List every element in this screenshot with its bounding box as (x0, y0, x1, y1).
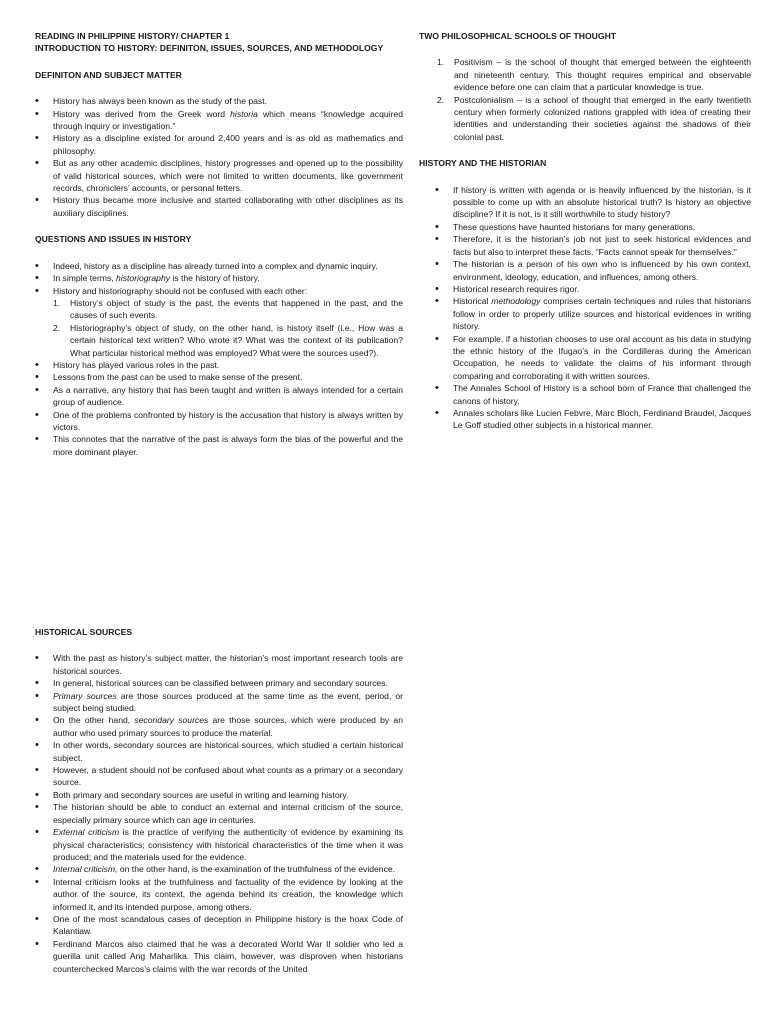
definition-heading: DEFINITON AND SUBJECT MATTER (35, 69, 182, 80)
sources-heading: HISTORICAL SOURCES (35, 627, 133, 637)
list-item: • Primary sources are those sources produced at the same time as the event, period, or subject being studied. (35, 690, 403, 715)
chapter-subtitle: INTRODUCTION TO HISTORY: DEFINITON, ISSUES, SOURCES, AND METHODOLOGY (35, 43, 384, 54)
list-item: 1. Positivism – is the school of thought that emerged between the eighteenth and nineteenth century. This thought requires empirical and observable evidence before one can claim that a particular knowledge is true. (437, 57, 751, 93)
chapter-title: READING IN PHILIPPINE HISTORY/ CHAPTER 1 (35, 31, 230, 41)
sources-list (35, 652, 403, 975)
list-item: • This connotes that the narrative of the past is always form the bias of the powerful and the more dominant player. (35, 433, 403, 458)
list-item: • With the past as history’s subject matter, the historian’s most important research tools are historical sources. (35, 652, 403, 677)
questions-heading: QUESTIONS AND ISSUES IN HISTORY (35, 234, 192, 245)
list-item: • However, a student should not be confused about what counts as a primary or a secondary source. (35, 764, 403, 789)
list-item: • One of the problems confronted by history is the accusation that history is always written by victors. (35, 409, 403, 434)
list-item: • History has played various roles in the past. (35, 359, 403, 371)
list-item: • Historical research requires rigor. (419, 283, 751, 295)
list-item: • External criticism is the practice of verifying the authenticity of evidence by examining its physical characteristics; consistency with historical characteristics of the time when it was produced; and the materials used for the evidence. (35, 826, 403, 863)
list-item: • Therefore, it is the historian’s job not just to seek historical evidences and facts but also to interpret these facts. “Facts cannot speak for themselves.” (419, 233, 751, 258)
list-item: • On the other hand, secondary sources are those sources, which were produced by an author who used primary sources to produce the material. (35, 714, 403, 739)
sub-list (35, 297, 403, 359)
list-item: • Ferdinand Marcos also claimed that he was a decorated World War II soldier who led a guerilla unit called Ang Maharlika. This claim, however, was disproven when historians counterchecked Marcos’s claims with the war records of the United (35, 938, 403, 975)
list-item: • In other words, secondary sources are historical sources, which studied a certain historical subject. (35, 739, 403, 764)
list-item: 2. Postcolonialism – is a school of thought that emerged in the early twentieth century when formerly colonized nations grappled with idea of creating their identities and understanding their societies against the shadows of their colonial past. (437, 94, 751, 142)
list-item: • History and historiography should not be confused with each other: 1. History’s object of study is the past, the events that happened in the past, and the causes of such events. 2. Historiography’s object of study, on the other hand, is history itself (i.e., How was a certain historical text written? Who wrote it? What was the context of its publication? What particular historical method was employed? What were the sources used?). (35, 285, 403, 359)
list-item: • As a narrative, any history that has been taught and written is always intended for a certain group of audience. (35, 384, 403, 409)
list-item: • One of the most scandalous cases of deception in Philippine history is the hoax Code of Kalantiaw. (35, 913, 403, 938)
list-item: • Annales scholars like Lucien Febvre, Marc Bloch, Ferdinand Braudel, Jacques Le Goff studied other subjects in a historical manner. (419, 407, 751, 432)
list-item: • The historian is a person of his own who is influenced by his own context, environment, ideology, education, and influences, among others. (419, 258, 751, 283)
questions-list (35, 260, 403, 459)
right-column (419, 30, 751, 432)
list-item: • Both primary and secondary sources are useful in writing and learning history. (35, 789, 403, 801)
sub-list-item: 2. Historiography’s object of study, on the other hand, is history itself (i.e., How was a certain historical text written? Who wrote it? What was the context of its publication? What particular historical method was employed? What were the sources used?). (53, 322, 403, 358)
list-item: • History has always been known as the study of the past. (35, 95, 403, 107)
definition-list (35, 95, 403, 219)
list-item: • Internal criticism looks at the truthfulness and factuality of the evidence by looking at the author of the source, its context, the agenda behind its creation, the knowledge which informed it, and its intended purpose, among others. (35, 876, 403, 913)
list-item: • These questions have haunted historians for many generations. (419, 221, 751, 233)
sub-list-item: 1. History’s object of study is the past, the events that happened in the past, and the causes of such events. (53, 297, 403, 321)
list-item: • Indeed, history as a discipline has already turned into a complex and dynamic inquiry. (35, 260, 403, 272)
schools-heading: TWO PHILOSOPHICAL SCHOOLS OF THOUGHT (419, 31, 617, 41)
list-item: • Historical methodology comprises certain techniques and rules that historians follow in order to properly utilize sources and historical evidences in writing history. (419, 295, 751, 332)
list-item: • In general, historical sources can be classified between primary and secondary sources. (35, 677, 403, 689)
list-item: • But as any other academic disciplines, history progresses and opened up to the possibility of valid historical sources, which were not limited to written documents, like government records, chroniclers’ accounts, or personal letters. (35, 157, 403, 194)
list-item: • History thus became more inclusive and started collaborating with other disciplines as its auxiliary disciplines. (35, 194, 403, 219)
list-item: • History as a discipline existed for around 2,400 years and is as old as mathematics and philosophy. (35, 132, 403, 157)
left-column (35, 30, 403, 458)
list-item: • Internal criticism, on the other hand, is the examination of the truthfulness of the evidence. (35, 863, 403, 875)
list-item: • For example, if a historian chooses to use oral account as his data in studying the ethnic history of the Ifugao’s in the Cordilleras during the American Occupation, he needs to validate the claims of his informant through comparing and corroborating it with written sources. (419, 333, 751, 383)
list-item: • The Annales School of History is a school born of France that challenged the canons of history. (419, 382, 751, 407)
list-item: • In simple terms, historiography is the history of history. (35, 272, 403, 284)
list-item: • If history is written with agenda or is heavily influenced by the historian, is it possible to come up with an absolute historical truth? Is history an objective discipline? If it is not, is it still worthwhile to study history? (419, 184, 751, 221)
list-item: • History was derived from the Greek word historia which means “knowledge acquired through inquiry or investigation.” (35, 108, 403, 133)
historian-list (419, 184, 751, 432)
historian-heading: HISTORY AND THE HISTORIAN (419, 158, 547, 169)
sources-column (35, 626, 403, 975)
list-item: • Lessons from the past can be used to make sense of the present. (35, 371, 403, 383)
list-item: • The historian should be able to conduct an external and internal criticism of the source, especially primary source which can age in centuries. (35, 801, 403, 826)
schools-list (419, 56, 751, 143)
